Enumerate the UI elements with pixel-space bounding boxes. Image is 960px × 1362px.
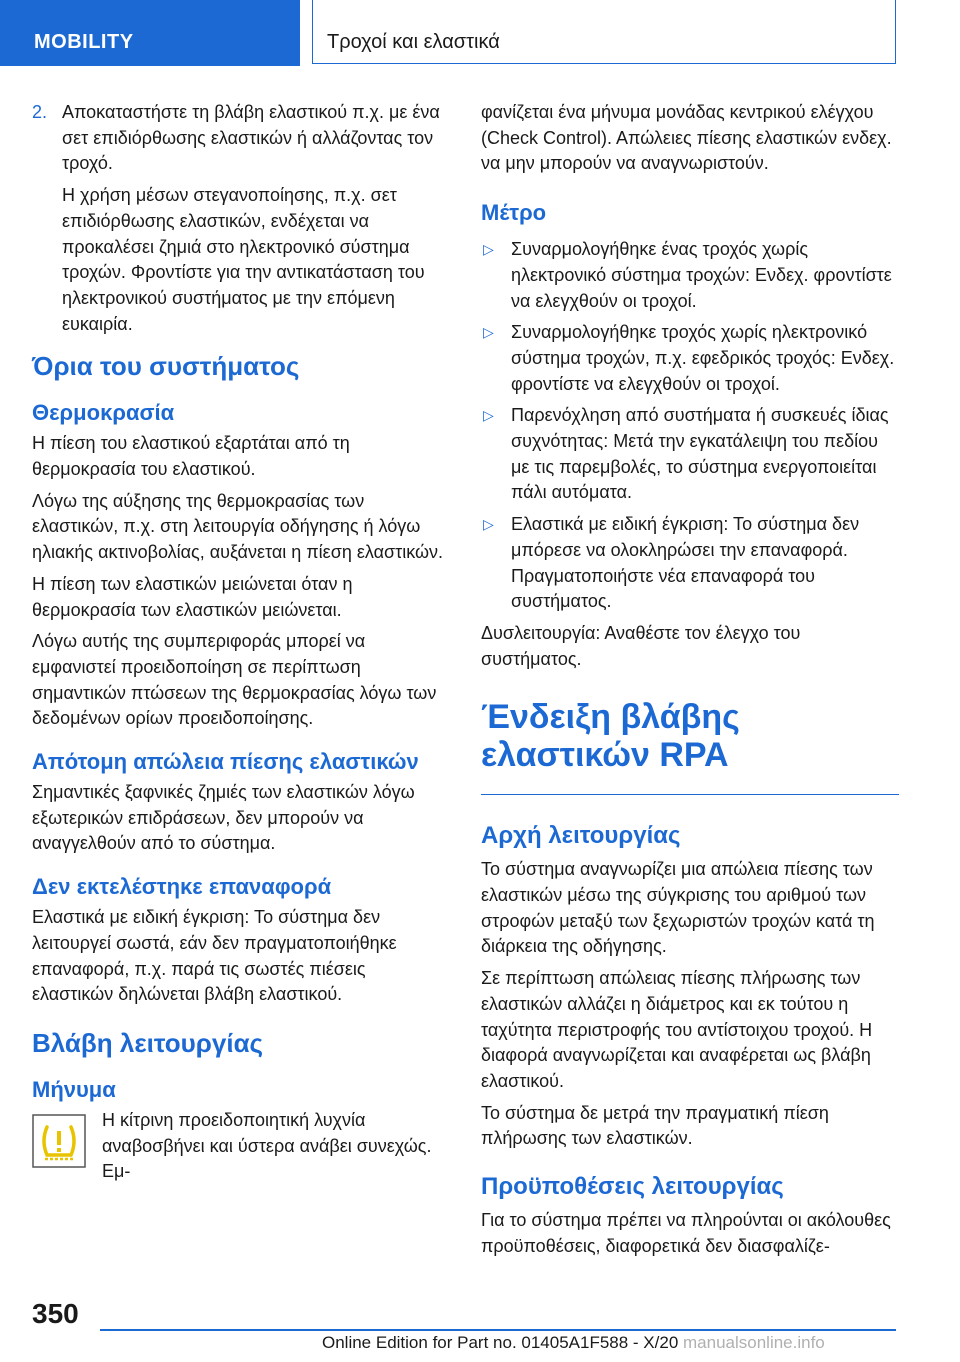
heading-measure: Μέτρο [481,200,547,226]
left-column [32,100,450,1191]
heading-principle: Αρχή λειτουργίας [481,822,681,850]
edition-text: Online Edition for Part no. 01405A1F588 - X/20 [322,1333,679,1352]
list-item: ▷ Συναρμολογήθηκε ένας τροχός χωρίς ηλεκτρονικό σύστημα τροχών: Ενδεχ. φροντίστε να ελεγχθούν οι τροχοί. [483,239,892,311]
paragraph: Λόγω της αύξησης της θερμοκρασίας των ελαστικών, π.χ. στη λειτουργία οδήγησης ή λόγω ηλιακής ακτινοβολίας, αυξάνεται η πίεση ελαστικών. [32,490,444,563]
chapter-tab[interactable]: Τροχοί και ελαστικά [312,0,896,64]
paragraph: Ελαστικά με ειδική έγκριση: Το σύστημα δεν λειτουργεί σωστά, εάν δεν πραγματοποιήθηκε επαναφορά, π.χ. παρά τις σωστές πιέσεις ελαστικών δηλώνεται βλάβη ελαστικού. [32,907,397,1005]
heading-malfunction: Βλάβη λειτουργίας [32,1027,264,1058]
section-tab[interactable]: MOBILITY [0,0,300,66]
paragraph: Σημαντικές ξαφνικές ζημιές των ελαστικών λόγω εξωτερικών επιδράσεων, δεν μπορούν να αναγγελθούν από το σύστημα. [32,782,415,854]
triangle-bullet-icon: ▷ [483,516,494,533]
heading-temperature: Θερμοκρασία [32,400,175,426]
paragraph: Δυσλειτουργία: Αναθέστε τον έλεγχο του συστήματος. [481,622,801,669]
step-number: 2. [32,102,48,122]
heading-requirements: Προϋποθέσεις λειτουργίας [481,1173,784,1201]
paragraph: Για το σύστημα πρέπει να πληρούνται οι ακόλουθες προϋποθέσεις, διαφορετικά δεν διασφαλίζε- [481,1210,891,1256]
step-note: Η χρήση μέσων στεγανοποίησης, π.χ. σετ επιδιόρθωσης ελαστικών, ενδέχεται να προκαλέσει ζημιά στο ηλεκτρονικό σύστημα τροχών. Φροντίστε για την αντικατάσταση του ηλεκτρονικού συστήματος με την επόμενη ευκαιρία. [62,185,425,334]
message-row [32,1108,450,1185]
list-item: ▷ Συναρμολογήθηκε τροχός χωρίς ηλεκτρονικό σύστημα τροχών, π.χ. εφεδρικός τροχός: Ενδεχ. φροντίστε να ελεγχθούν οι τροχοί. [483,322,895,394]
page-number: 350 [32,1298,79,1329]
paragraph: Η πίεση του ελαστικού εξαρτάται από τη θερμοκρασία του ελαστικού. [32,433,350,480]
triangle-bullet-icon: ▷ [483,324,494,341]
triangle-bullet-icon: ▷ [483,407,494,424]
paragraph: Σε περίπτωση απώλειας πίεσης πλήρωσης των ελαστικών αλλάζει η διάμετρος και εκ τούτου η ταχύτητα περιστροφής του αντίστοιχου τροχού. Η διαφορά αναγνωρίζεται και αναφέρεται ως βλάβη ελαστικού. [481,968,873,1091]
heading-reset-not-performed: Δεν εκτελέστηκε επαναφορά [32,874,332,900]
list-item: ▷ Παρενόχληση από συστήματα ή συσκευές ίδιας συχνότητας: Μετά την εγκατάλειψη του πεδίου με τις παρεμβολές, το σύστημα ενεργοποιείται πάλι αυτόματα. [483,405,889,503]
step-text: Αποκαταστήστε τη βλάβη ελαστικού π.χ. με ένα σετ επιδιόρθωσης ελαστικών ή αλλάζοντας τον τροχό. [62,102,440,174]
message-text: Η κίτρινη προειδοποιητική λυχνία αναβοσβήνει και ύστερα ανάβει συνεχώς. Εμ- [102,1109,432,1182]
paragraph: Το σύστημα αναγνωρίζει μια απώλεια πίεσης των ελαστικών μέσω της σύγκρισης του αριθμού των στροφών μεταξύ των ξεχωριστών τροχών κατά τη διάρκεια της οδήγησης. [481,859,875,957]
triangle-bullet-icon: ▷ [483,241,494,258]
paragraph: Η πίεση των ελαστικών μειώνεται όταν η θερμοκρασία των ελαστικών μειώνεται. [32,573,353,620]
footer-divider [100,1329,896,1331]
step-2 [32,100,450,337]
tire-pressure-warning-icon [32,1114,86,1168]
heading-rpa: Ένδειξη βλάβης ελαστικών RPA [481,698,899,795]
heading-sudden-pressure-loss: Απότομη απώλεια πίεσης ελαστικών [32,749,419,775]
page-header [0,0,960,66]
paragraph: Το σύστημα δε μετρά την πραγματική πίεση πλήρωσης των ελαστικών. [481,1102,829,1149]
paragraph: φανίζεται ένα μήνυμα μονάδας κεντρικού ελέγχου (Check Control). Απώλειες πίεσης ελαστικών ενδεχ. να μην μπορούν να αναγνωριστούν. [481,102,892,174]
heading-message: Μήνυμα [32,1076,116,1102]
paragraph: Λόγω αυτής της συμπεριφοράς μπορεί να εμφανιστεί προειδοποίηση σε περίπτωση σημαντικών πτώσεων της θερμοκρασίας λόγω των δεδομένων ορίων προειδοποίησης. [32,631,437,729]
watermark: manualsonline.info [683,1333,825,1352]
heading-system-limits: Όρια του συστήματος [32,351,300,382]
list-item: ▷ Ελαστικά με ειδική έγκριση: Το σύστημα δεν μπόρεσε να ολοκληρώσει την επαναφορά. Πραγματοποιήστε νέα επαναφορά του συστήματος. [483,514,860,612]
right-column [481,100,899,1266]
